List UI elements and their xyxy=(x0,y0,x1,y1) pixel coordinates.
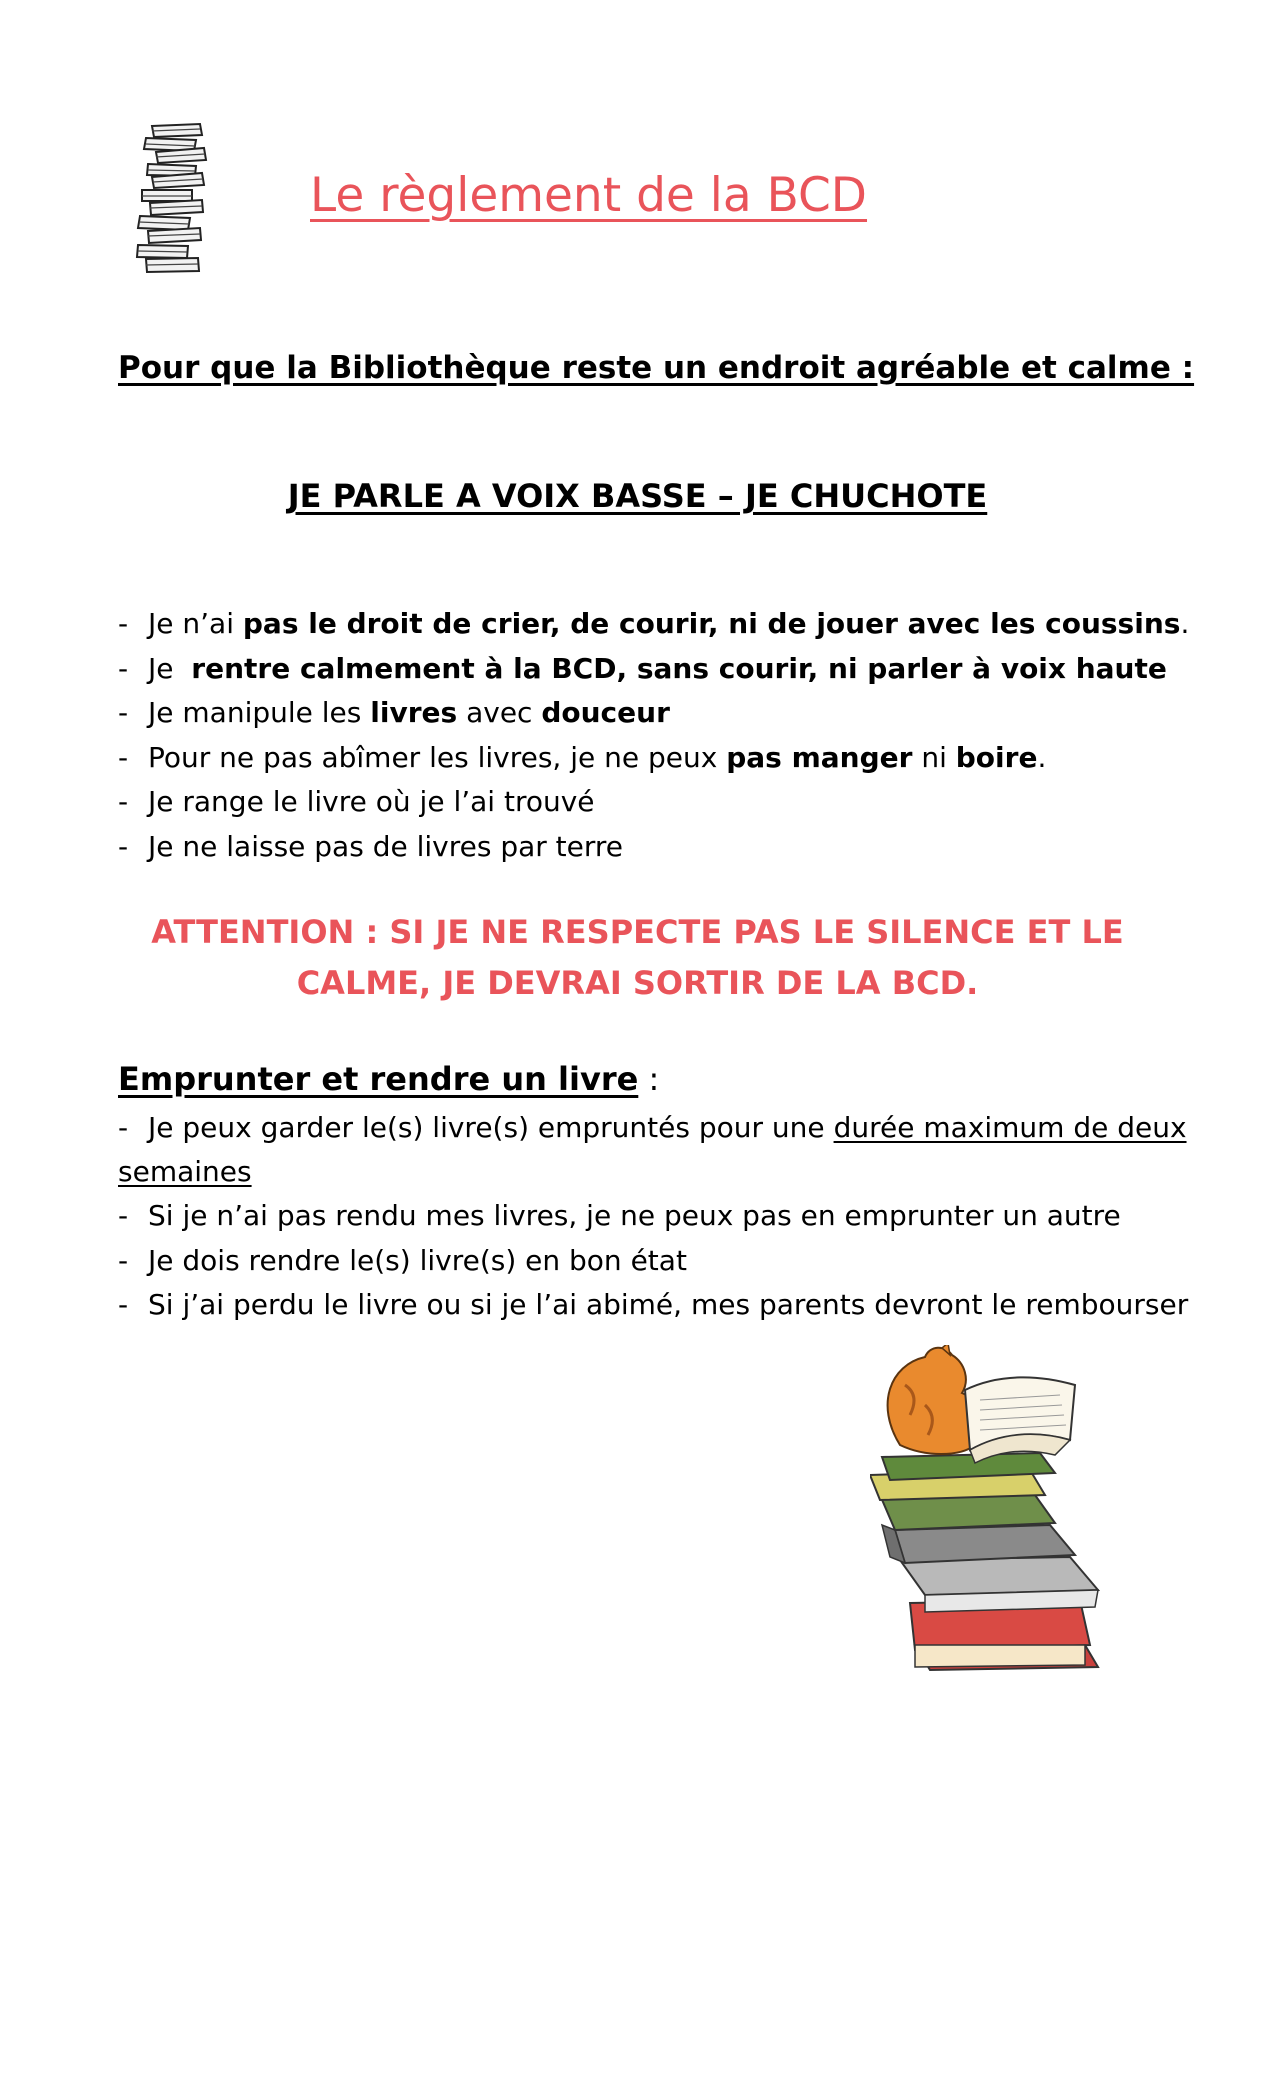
warning-line: ATTENTION : SI JE NE RESPECTE PAS LE SILENCE ET LE xyxy=(151,913,1124,951)
bullet-dash: - xyxy=(118,829,129,863)
page-title: Le règlement de la BCD xyxy=(310,168,868,223)
list-item: - Si je n’ai pas rendu mes livres, je ne peux pas en emprunter un autre xyxy=(118,1194,1188,1238)
list-item: - Je peux garder le(s) livre(s) empruntés pour une durée maximum de deux xyxy=(118,1106,1188,1150)
list-item: - Je rentre calmement à la BCD, sans courir, ni parler à voix haute xyxy=(118,647,1189,692)
list-item: - Je range le livre où je l’ai trouvé xyxy=(118,780,1189,825)
bullet-dash: - xyxy=(118,1199,129,1233)
slogan-heading: JE PARLE A VOIX BASSE – JE CHUCHOTE xyxy=(287,477,988,515)
warning-line: CALME, JE DEVRAI SORTIR DE LA BCD. xyxy=(296,964,979,1002)
bullet-dash: - xyxy=(118,1243,129,1277)
rules-list xyxy=(118,602,1189,870)
list-item: - Je manipule les livres avec douceur xyxy=(118,691,1189,736)
intro-heading: Pour que la Bibliothèque reste un endroit agréable et calme : xyxy=(118,350,1195,386)
list-item: - Je ne laisse pas de livres par terre xyxy=(118,825,1189,870)
bullet-dash: - xyxy=(118,1287,129,1321)
books-stack-icon xyxy=(122,118,250,278)
loan-rules-list xyxy=(118,1106,1188,1327)
bullet-dash: - xyxy=(118,785,129,819)
list-item: - Si j’ai perdu le livre ou si je l’ai abimé, mes parents devront le rembourser xyxy=(118,1283,1188,1327)
bullet-dash: - xyxy=(118,651,129,685)
bullet-dash: - xyxy=(118,696,129,730)
list-item: - Pour ne pas abîmer les livres, je ne peux pas manger ni boire. xyxy=(118,736,1189,781)
bullet-dash: - xyxy=(118,740,129,774)
list-item-continuation: semaines xyxy=(118,1155,252,1189)
warning-notice xyxy=(0,907,1275,1009)
section-heading: Emprunter et rendre un livre : xyxy=(118,1060,660,1098)
list-item: - Je n’ai pas le droit de crier, de courir, ni de jouer avec les coussins. xyxy=(118,602,1189,647)
list-item: - Je dois rendre le(s) livre(s) en bon état xyxy=(118,1239,1188,1283)
bullet-dash: - xyxy=(118,1111,129,1144)
bullet-dash: - xyxy=(118,607,129,640)
cat-reading-illustration xyxy=(870,1345,1180,1715)
